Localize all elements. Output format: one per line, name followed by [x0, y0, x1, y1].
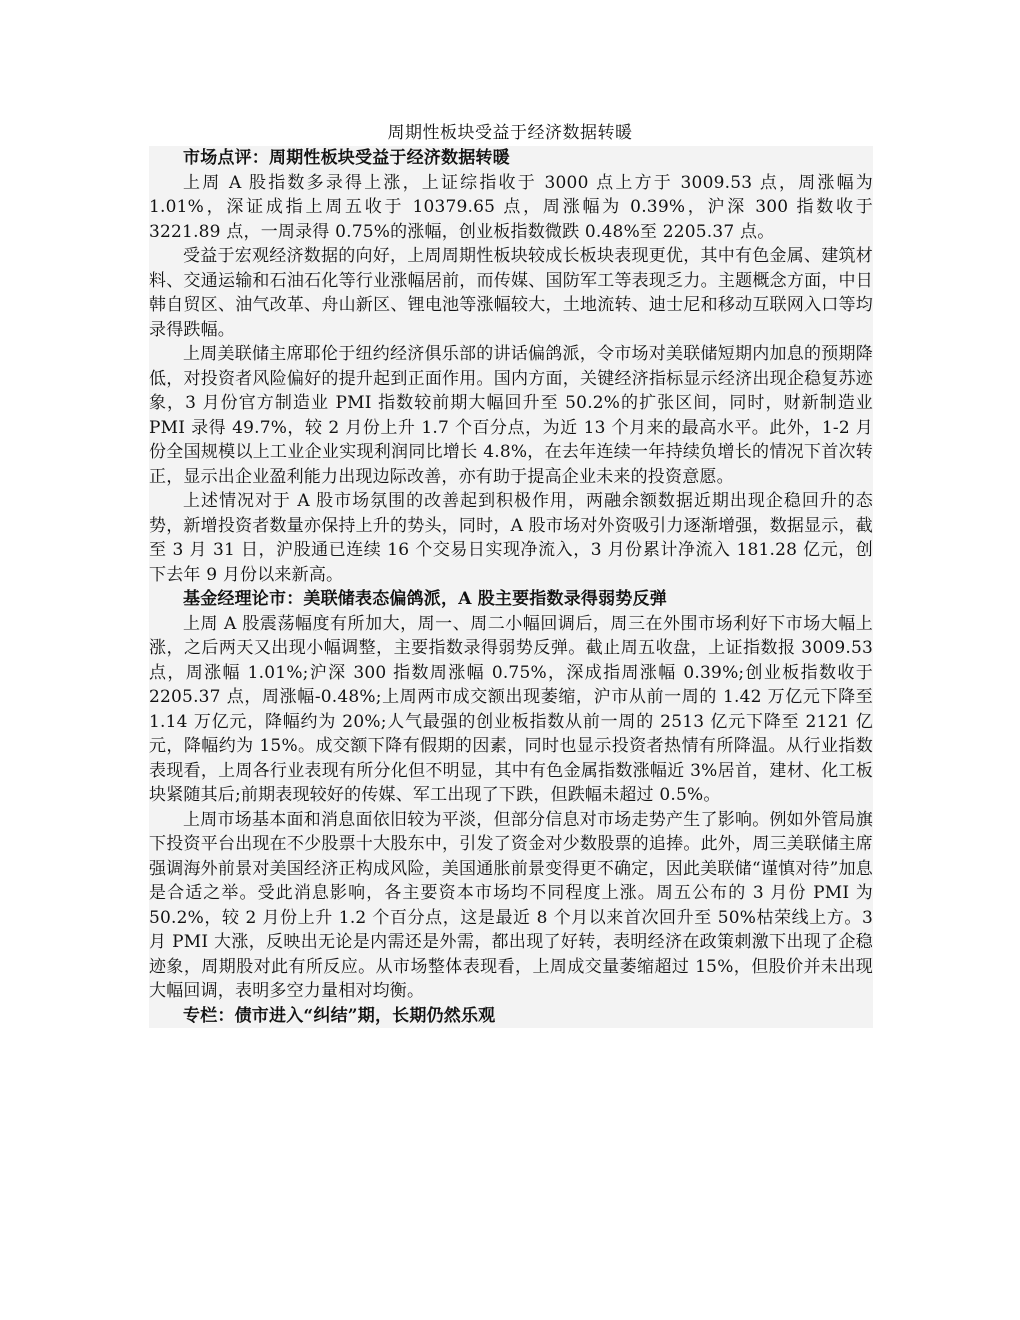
body-paragraph: 上周市场基本面和消息面依旧较为平淡，但部分信息对市场走势产生了影响。例如外管局旗下投资平台出现在不少股票十大股东中，引发了资金对少数股票的追捧。此外，周三美联储主席强调海外前景对美国经济正构成风险，美国通胀前景变得更不确定，因此美联储“谨慎对待”加息是合适之举。受此消息影响，各主要资本市场均不同程度上涨。周五公布的 3 月份 PMI 为 50.2%，较 2 月份上升 1.2 个百分点，这是最近 8 个月以来首次回升至 50%枯荣线上方。3 月 PMI 大涨，反映出无论是内需还是外需，都出现了好转，表明经济在政策刺激下出现了企稳迹象，周期股对此有所反应。从市场整体表现看，上周成交量萎缩超过 15%，但股价并未出现大幅回调，表明多空力量相对均衡。 [149, 809, 873, 1001]
section-heading-fund-manager: 基金经理论市：美联储表态偏鸽派，A 股主要指数录得弱势反弹 [183, 589, 667, 609]
body-paragraph: 受益于宏观经济数据的向好，上周周期性板块较成长板块表现更优，其中有色金属、建筑材料、交通运输和石油石化等行业涨幅居前，而传媒、国防军工等表现乏力。主题概念方面，中日韩自贸区、油气改革、舟山新区、锂电池等涨幅较大，土地流转、迪士尼和移动互联网入口等均录得跌幅。 [149, 246, 873, 340]
body-paragraph: 上述情况对于 A 股市场氛围的改善起到积极作用，两融余额数据近期出现企稳回升的态势，新增投资者数量亦保持上升的势头，同时，A 股市场对外资吸引力逐渐增强，数据显示，截至 3 月 31 日，沪股通已连续 16 个交易日实现净流入，3 月份累计净流入 181.28 亿元，创下去年 9 月份以来新高。 [149, 491, 873, 585]
section-heading-column: 专栏：债市进入“纠结”期，长期仍然乐观 [183, 1005, 496, 1026]
body-paragraph: 上周 A 股指数多录得上涨，上证综指收于 3000 点上方于 3009.53 点，周涨幅为 1.01%，深证成指上周五收于 10379.65 点，周涨幅为 0.39%，沪深 300 指数收于 3221.89 点，一周录得 0.75%的涨幅，创业板指数微跌 0.48%至 2205.37 点。 [149, 172, 873, 242]
body-paragraph: 上周 A 股震荡幅度有所加大，周一、周二小幅回调后，周三在外围市场利好下市场大幅上涨，之后两天又出现小幅调整，主要指数录得弱势反弹。截止周五收盘，上证指数报 3009.53 点，周涨幅 1.01%;沪深 300 指数周涨幅 0.75%，深成指周涨幅 0.39%;创业板指数收于 2205.37 点，周涨幅-0.48%;上周两市成交额出现萎缩，沪市从前一周的 1.42 万亿元下降至 1.14 万亿元，降幅约为 20%;人气最强的创业板指数从前一周的 2513 亿元下降至 2121 亿元，降幅约为 15%。成交额下降有假期的因素，同时也显示投资者热情有所降温。从行业指数表现看，上周各行业表现有所分化但不明显，其中有色金属指数涨幅近 3%居首，建材、化工板块紧随其后;前期表现较好的传媒、军工出现了下跌，但跌幅未超过 0.5%。 [149, 613, 873, 805]
section-heading-market-review: 市场点评：周期性板块受益于经济数据转暖 [183, 148, 510, 168]
body-paragraph: 上周美联储主席耶伦于纽约经济俱乐部的讲话偏鸽派，令市场对美联储短期内加息的预期降低，对投资者风险偏好的提升起到正面作用。国内方面，关键经济指标显示经济出现企稳复苏迹象，3 月份官方制造业 PMI 指数较前期大幅回升至 50.2%的扩张区间，同时，财新制造业 PMI 录得 49.7%，较 2 月份上升 1.7 个百分点，为近 13 个月来的最高水平。此外，1-2 月份全国规模以上工业企业实现利润同比增长 4.8%，在去年连续一年持续负增长的情况下首次转正，显示出企业盈利能力出现边际改善，亦有助于提高企业未来的投资意愿。 [149, 344, 873, 487]
document-title: 周期性板块受益于经济数据转暖 [387, 123, 633, 143]
document-body [149, 146, 873, 1028]
